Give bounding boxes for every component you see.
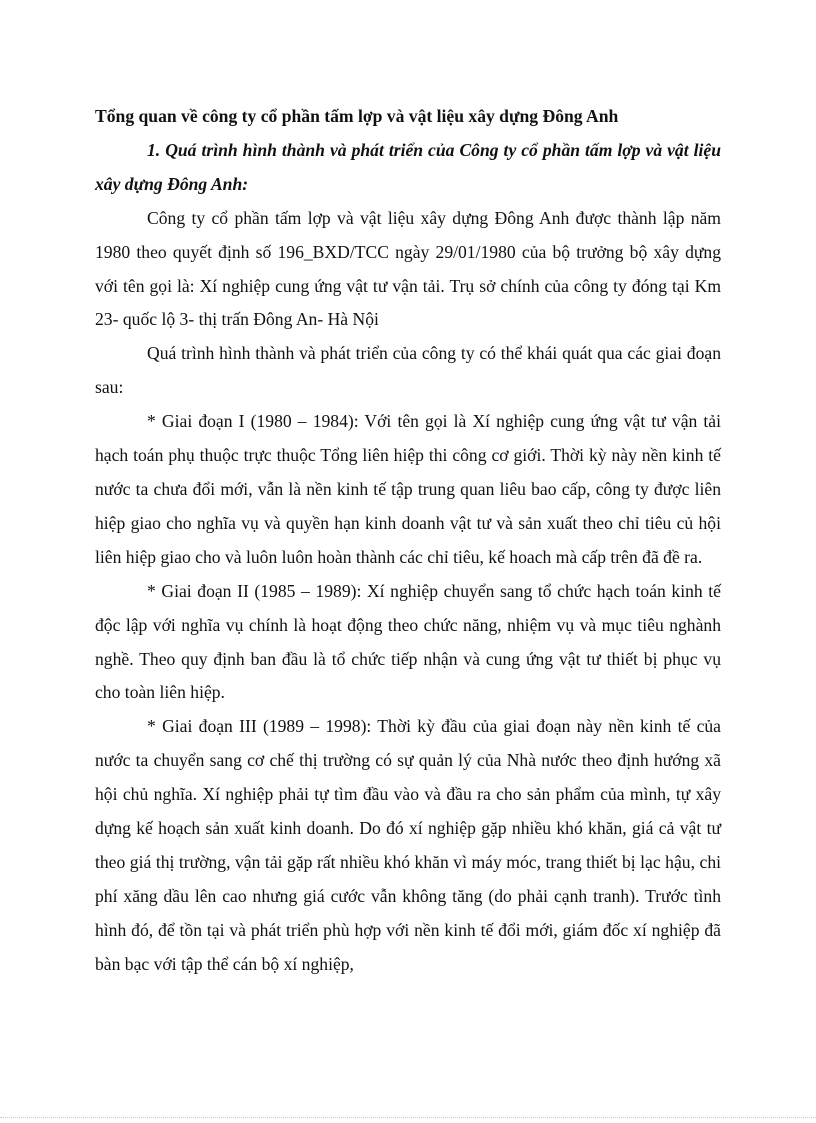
- document-body: [95, 100, 721, 982]
- paragraph-stage-2: * Giai đoạn II (1985 – 1989): Xí nghiệp chuyển sang tổ chức hạch toán kinh tế độc lập với nghĩa vụ chính là hoạt động theo chức năng, nhiệm vụ và mục tiêu nghành nghề. Theo quy định ban đầu là tổ chức tiếp nhận và cung ứng vật tư thiết bị phục vụ cho toàn liên hiệp.: [95, 580, 721, 703]
- section-heading: 1. Quá trình hình thành và phát triển của Công ty cổ phần tấm lợp và vật liệu xây dựng Đông Anh:: [95, 139, 721, 194]
- paragraph-stage-1: * Giai đoạn I (1980 – 1984): Với tên gọi là Xí nghiệp cung ứng vật tư vận tải hạch toán phụ thuộc trực thuộc Tổng liên hiệp thi công cơ giới. Thời kỳ này nền kinh tế nước ta chưa đổi mới, vẫn là nền kinh tế tập trung quan liêu bao cấp, công ty được liên hiệp giao cho nghĩa vụ và quyền hạn kinh doanh vật tư và sản xuất theo chỉ tiêu củ hội liên hiệp giao cho và luôn luôn hoàn thành các chỉ tiêu, kế hoach mà cấp trên đã đề ra.: [95, 411, 721, 567]
- document-title: Tổng quan về công ty cổ phần tấm lợp và vật liệu xây dựng Đông Anh: [95, 106, 619, 126]
- paragraph-founding: Công ty cổ phần tấm lợp và vật liệu xây dựng Đông Anh được thành lập năm 1980 theo quyết định số 196_BXD/TCC ngày 29/01/1980 của bộ trưởng bộ xây dựng với tên gọi là: Xí nghiệp cung ứng vật tư vận tải. Trụ sở chính của công ty đóng tại Km 23- quốc lộ 3- thị trấn Đông An- Hà Nội: [95, 207, 721, 330]
- page-bottom-border: [0, 1117, 816, 1118]
- paragraph-stage-3: * Giai đoạn III (1989 – 1998): Thời kỳ đầu của giai đoạn này nền kinh tế của nước ta chuyển sang cơ chế thị trường có sự quản lý của Nhà nước theo định hướng xã hội chủ nghĩa. Xí nghiệp phải tự tìm đầu vào và đầu ra cho sản phẩm của mình, tự xây dựng kế hoạch sản xuất kinh doanh. Do đó xí nghiệp gặp nhiều khó khăn, giá cả vật tư theo giá thị trường, vận tải gặp rất nhiều khó khăn vì máy móc, trang thiết bị lạc hậu, chi phí xăng dầu lên cao nhưng giá cước vẫn không tăng (do phải cạnh tranh). Trước tình hình đó, để tồn tại và phát triển phù hợp với nền kinh tế đổi mới, giám đốc xí nghiệp đã bàn bạc với tập thể cán bộ xí nghiệp,: [95, 716, 721, 974]
- paragraph-overview: Quá trình hình thành và phát triển của công ty có thể khái quát qua các giai đoạn sau:: [95, 343, 721, 398]
